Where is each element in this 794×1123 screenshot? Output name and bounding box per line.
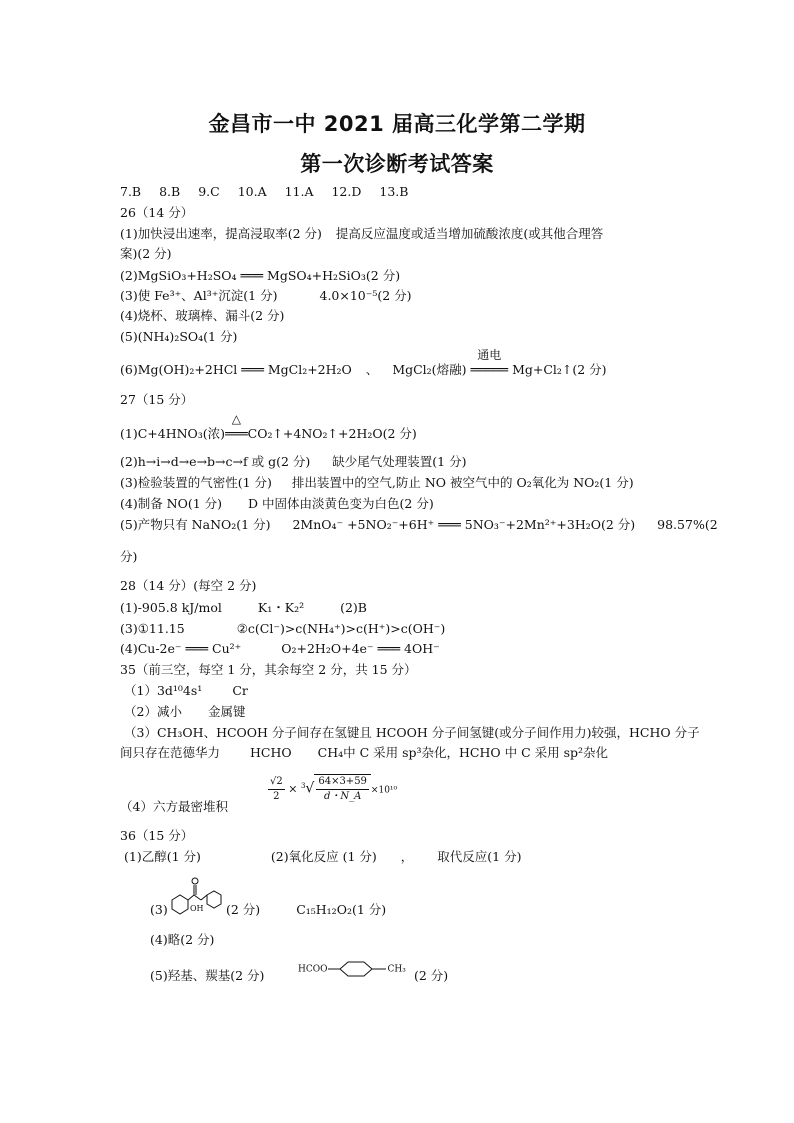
q26-line-3 — [120, 288, 412, 304]
benzene-ring-drawing — [328, 960, 388, 978]
q26-1a: (1)加快浸出速率，提高浸取率(2 分) — [120, 226, 322, 241]
q36-line-5-score: (2 分) — [414, 968, 449, 983]
q27-2a: (2)h→i→d→e→b→c→f 或 g(2 分) — [120, 454, 311, 469]
q27-5c: 98.57%(2 — [657, 517, 718, 532]
q26-6a: (6)Mg(OH)₂+2HCl ═══ MgCl₂+2H₂O — [120, 362, 352, 377]
oh-label: OH — [190, 904, 204, 913]
ch3-label: CH₃ — [387, 964, 406, 975]
q35-2b: 金属键 — [207, 704, 246, 719]
q36-line-3-score — [226, 902, 386, 918]
q27-head: 27（15 分） — [120, 392, 194, 407]
q28-1b: K₁・K₂² — [257, 600, 305, 615]
q35-head: 35（前三空，每空 1 分，其余每空 2 分，共 15 分） — [120, 662, 417, 677]
q26-line-2: (2)MgSiO₃+H₂SO₄ ═══ MgSO₄+H₂SiO₃(2 分) — [120, 268, 401, 283]
q35-line-3b — [120, 745, 608, 761]
electrolysis-condition: 通电 — [477, 348, 502, 362]
q28-head: 28（14 分）(每空 2 分) — [120, 578, 257, 593]
q36-3c: C₁₅H₁₂O₂(1 分) — [296, 902, 387, 917]
q27-4b: D 中固体由淡黄色变为白色(2 分) — [248, 496, 434, 511]
q35-line-3: （3）CH₃OH、HCOOH 分子间存在氢键且 HCOOH 分子间氢键(或分子间作用力)较强，HCHO 分子 — [124, 725, 700, 740]
q27-line-3 — [120, 475, 634, 491]
q35-2a: （2）减小 — [124, 704, 182, 719]
q27-4a: (4)制备 NO(1 分) — [120, 496, 223, 511]
ester-structure — [298, 960, 406, 978]
q27-5b: 2MnO₄⁻ +5NO₂⁻+6H⁺ ═══ 5NO₃⁻+2Mn²⁺+3H₂O(2 分) — [292, 517, 636, 532]
power-factor: ×10¹⁰ — [370, 785, 398, 796]
q36-head: 36（15 分） — [120, 828, 194, 843]
mc-answer: 10.A — [237, 184, 267, 199]
title-line-1: 金昌市一中 2021 届高三化学第二学期 — [208, 112, 586, 136]
q28-line-1 — [120, 600, 367, 616]
heating-condition: △ — [231, 412, 241, 426]
mc-answer: 9.C — [198, 184, 220, 199]
q27-1post: CO₂↑+4NO₂↑+2H₂O(2 分) — [247, 426, 417, 441]
q35-line-4: （4）六方最密堆积 — [120, 799, 228, 814]
electrolysis-arrow: 通电 ═════ — [470, 348, 509, 377]
q28-line-3 — [120, 621, 445, 637]
q28-3a: (3)①11.15 — [120, 621, 185, 636]
hcoo-label: HCOO — [298, 964, 328, 975]
q36-line-5: (5)羟基、羰基(2 分) — [150, 968, 265, 983]
q36-line-4: (4)略(2 分) — [150, 932, 215, 947]
mc-answer: 11.A — [284, 184, 314, 199]
q26-head: 26（14 分） — [120, 205, 194, 220]
q28-1c: (2)B — [340, 600, 367, 615]
q28-line-4 — [120, 641, 440, 657]
density-formula — [268, 774, 397, 804]
q26-3b: 4.0×10⁻⁵(2 分) — [319, 288, 412, 303]
q35-3d: CH₄中 C 采用 sp³杂化，HCHO 中 C 采用 sp²杂化 — [317, 745, 609, 760]
q35-line-1 — [124, 683, 248, 699]
sqrt2-over-2 — [268, 775, 285, 804]
q28-3b: ②c(Cl⁻)>c(NH₄⁺)>c(H⁺)>c(OH⁻) — [236, 621, 446, 636]
q35-line-2 — [124, 704, 245, 720]
q27-line-5d: 分) — [120, 549, 138, 564]
radicand — [314, 774, 371, 804]
q35-1b: Cr — [232, 683, 248, 698]
title-line-2: 第一次诊断考试答案 — [300, 152, 494, 176]
q26-line-4: (4)烧杯、玻璃棒、漏斗(2 分) — [120, 308, 285, 323]
q36-line-1 — [124, 849, 521, 865]
q36-1c: 取代反应(1 分) — [437, 849, 522, 864]
chalcone-structure-drawing — [168, 874, 224, 920]
q28-4a: (4)Cu-2e⁻ ═══ Cu²⁺ — [120, 641, 242, 656]
q36-line-3: (3) — [150, 902, 168, 917]
q27-line-5 — [120, 517, 718, 533]
times-sign: × — [288, 782, 298, 796]
q35-3c: HCHO — [250, 745, 292, 760]
q26-line-6 — [120, 348, 607, 378]
radicand-numerator: 64×3+59 — [316, 775, 369, 790]
q27-3a: (3)检验装置的气密性(1 分) — [120, 475, 272, 490]
heating-arrow: △ ═══ — [225, 412, 248, 441]
q35-3b: 间只存在范德华力 — [120, 745, 221, 760]
mc-answer: 12.D — [331, 184, 362, 199]
mc-answer: 13.B — [379, 184, 409, 199]
q36-3b: (2 分) — [226, 902, 261, 917]
radicand-denominator: d・N_A — [323, 791, 362, 802]
q26-line-5: (5)(NH₄)₂SO₄(1 分) — [120, 329, 238, 344]
mc-answer: 7.B — [120, 184, 142, 199]
cube-root-index: 3 — [300, 781, 306, 790]
frac-denominator: 2 — [273, 791, 280, 802]
q26-line-1 — [120, 226, 603, 242]
q26-1b: 提高反应温度或适当增加硫酸浓度(或其他合理答 — [335, 226, 604, 241]
q26-3a: (3)使 Fe³⁺、Al³⁺沉淀(1 分) — [120, 288, 278, 303]
radical-sign: √ — [305, 780, 315, 797]
q28-4b: O₂+2H₂O+4e⁻ ═══ 4OH⁻ — [281, 641, 440, 656]
frac-numerator: √2 — [268, 775, 285, 790]
q27-line-2 — [120, 454, 466, 470]
q27-2b: 缺少尾气处理装置(1 分) — [332, 454, 467, 469]
q26-line-1c: 案)(2 分) — [120, 246, 172, 261]
q36-1sep: ， — [400, 849, 414, 864]
q27-5a: (5)产物只有 NaNO₂(1 分) — [120, 517, 271, 532]
q26-6c: Mg+Cl₂↑(2 分) — [512, 362, 607, 377]
chalcone-structure — [168, 874, 224, 920]
q36-1a: (1)乙醇(1 分) — [124, 849, 201, 864]
q27-line-4 — [120, 496, 434, 512]
mc-answers — [120, 184, 408, 200]
q26-6sep: 、 — [365, 362, 379, 377]
radicand-fraction — [316, 775, 369, 804]
q36-1b: (2)氧化反应 (1 分) — [270, 849, 377, 864]
mc-answer: 8.B — [159, 184, 181, 199]
q27-1pre: (1)C+4HNO₃(浓) — [120, 426, 226, 441]
q26-6b: MgCl₂(熔融) — [392, 362, 467, 377]
q28-1a: (1)-905.8 kJ/mol — [120, 600, 222, 615]
q35-1a: （1）3d¹⁰4s¹ — [124, 683, 203, 698]
q27-3b: 排出装置中的空气,防止 NO 被空气中的 O₂氧化为 NO₂(1 分) — [291, 475, 634, 490]
q27-line-1 — [120, 412, 417, 442]
